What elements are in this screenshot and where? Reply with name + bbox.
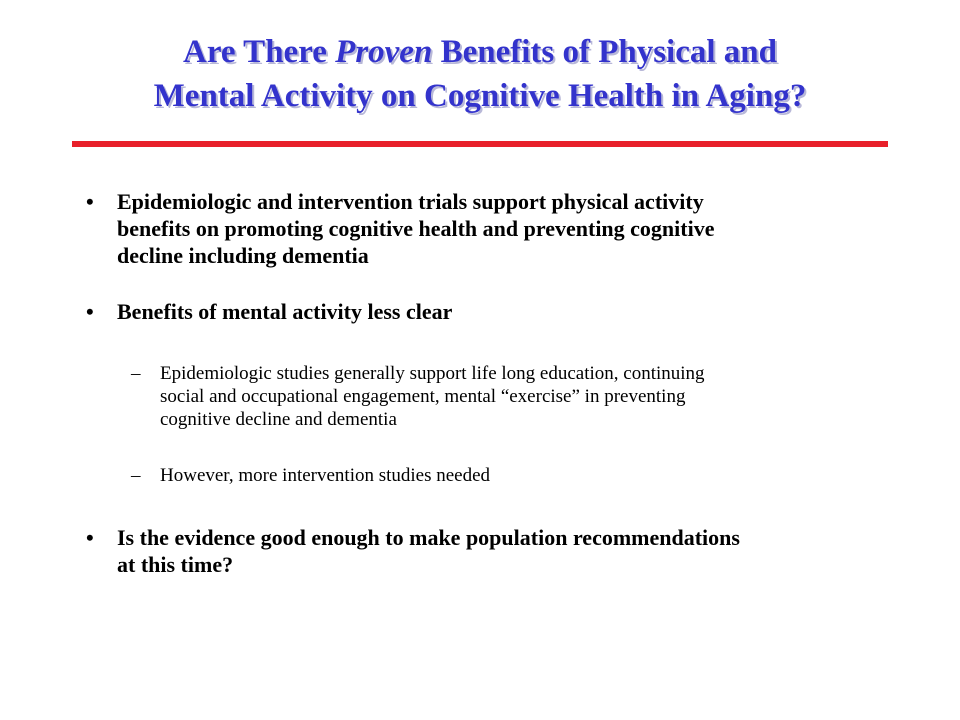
title-divider	[72, 141, 888, 147]
title-text: Are There	[183, 34, 336, 70]
bullet-line: Is the evidence good enough to make population recommendations	[117, 525, 740, 550]
bullet-item	[86, 524, 906, 578]
bullet-text	[117, 298, 452, 325]
bullet-item	[86, 298, 886, 325]
title-emphasis: Proven	[335, 34, 433, 70]
sub-bullet-item	[131, 464, 891, 487]
title-line-2: Mental Activity on Cognitive Health in Aging?	[153, 78, 807, 114]
bullet-text	[117, 524, 740, 578]
sub-bullet-item	[131, 362, 891, 431]
bullet-marker: •	[86, 525, 94, 550]
bullet-marker: •	[86, 189, 94, 214]
bullet-line: Benefits of mental activity less clear	[117, 299, 453, 324]
sub-bullet-text	[160, 362, 705, 431]
bullet-line: benefits on promoting cognitive health and preventing cognitive	[117, 216, 715, 241]
sub-bullet-text	[160, 464, 490, 487]
sub-bullet-line: social and occupational engagement, mental “exercise” in preventing	[160, 386, 686, 407]
bullet-line: Epidemiologic and intervention trials support physical activity	[117, 189, 704, 214]
bullet-marker: •	[86, 299, 94, 324]
sub-bullet-marker: –	[131, 465, 141, 486]
bullet-line: at this time?	[117, 552, 234, 577]
sub-bullet-marker: –	[131, 363, 141, 384]
title-text: Benefits of Physical and	[432, 34, 777, 70]
slide-title	[60, 30, 900, 118]
bullet-item	[86, 188, 886, 269]
bullet-text	[117, 188, 714, 269]
title-line-1	[60, 30, 900, 74]
sub-bullet-line: However, more intervention studies needed	[160, 465, 491, 486]
bullet-line: decline including dementia	[117, 243, 369, 268]
sub-bullet-line: Epidemiologic studies generally support life long education, continuing	[160, 363, 705, 384]
sub-bullet-line: cognitive decline and dementia	[160, 409, 397, 430]
